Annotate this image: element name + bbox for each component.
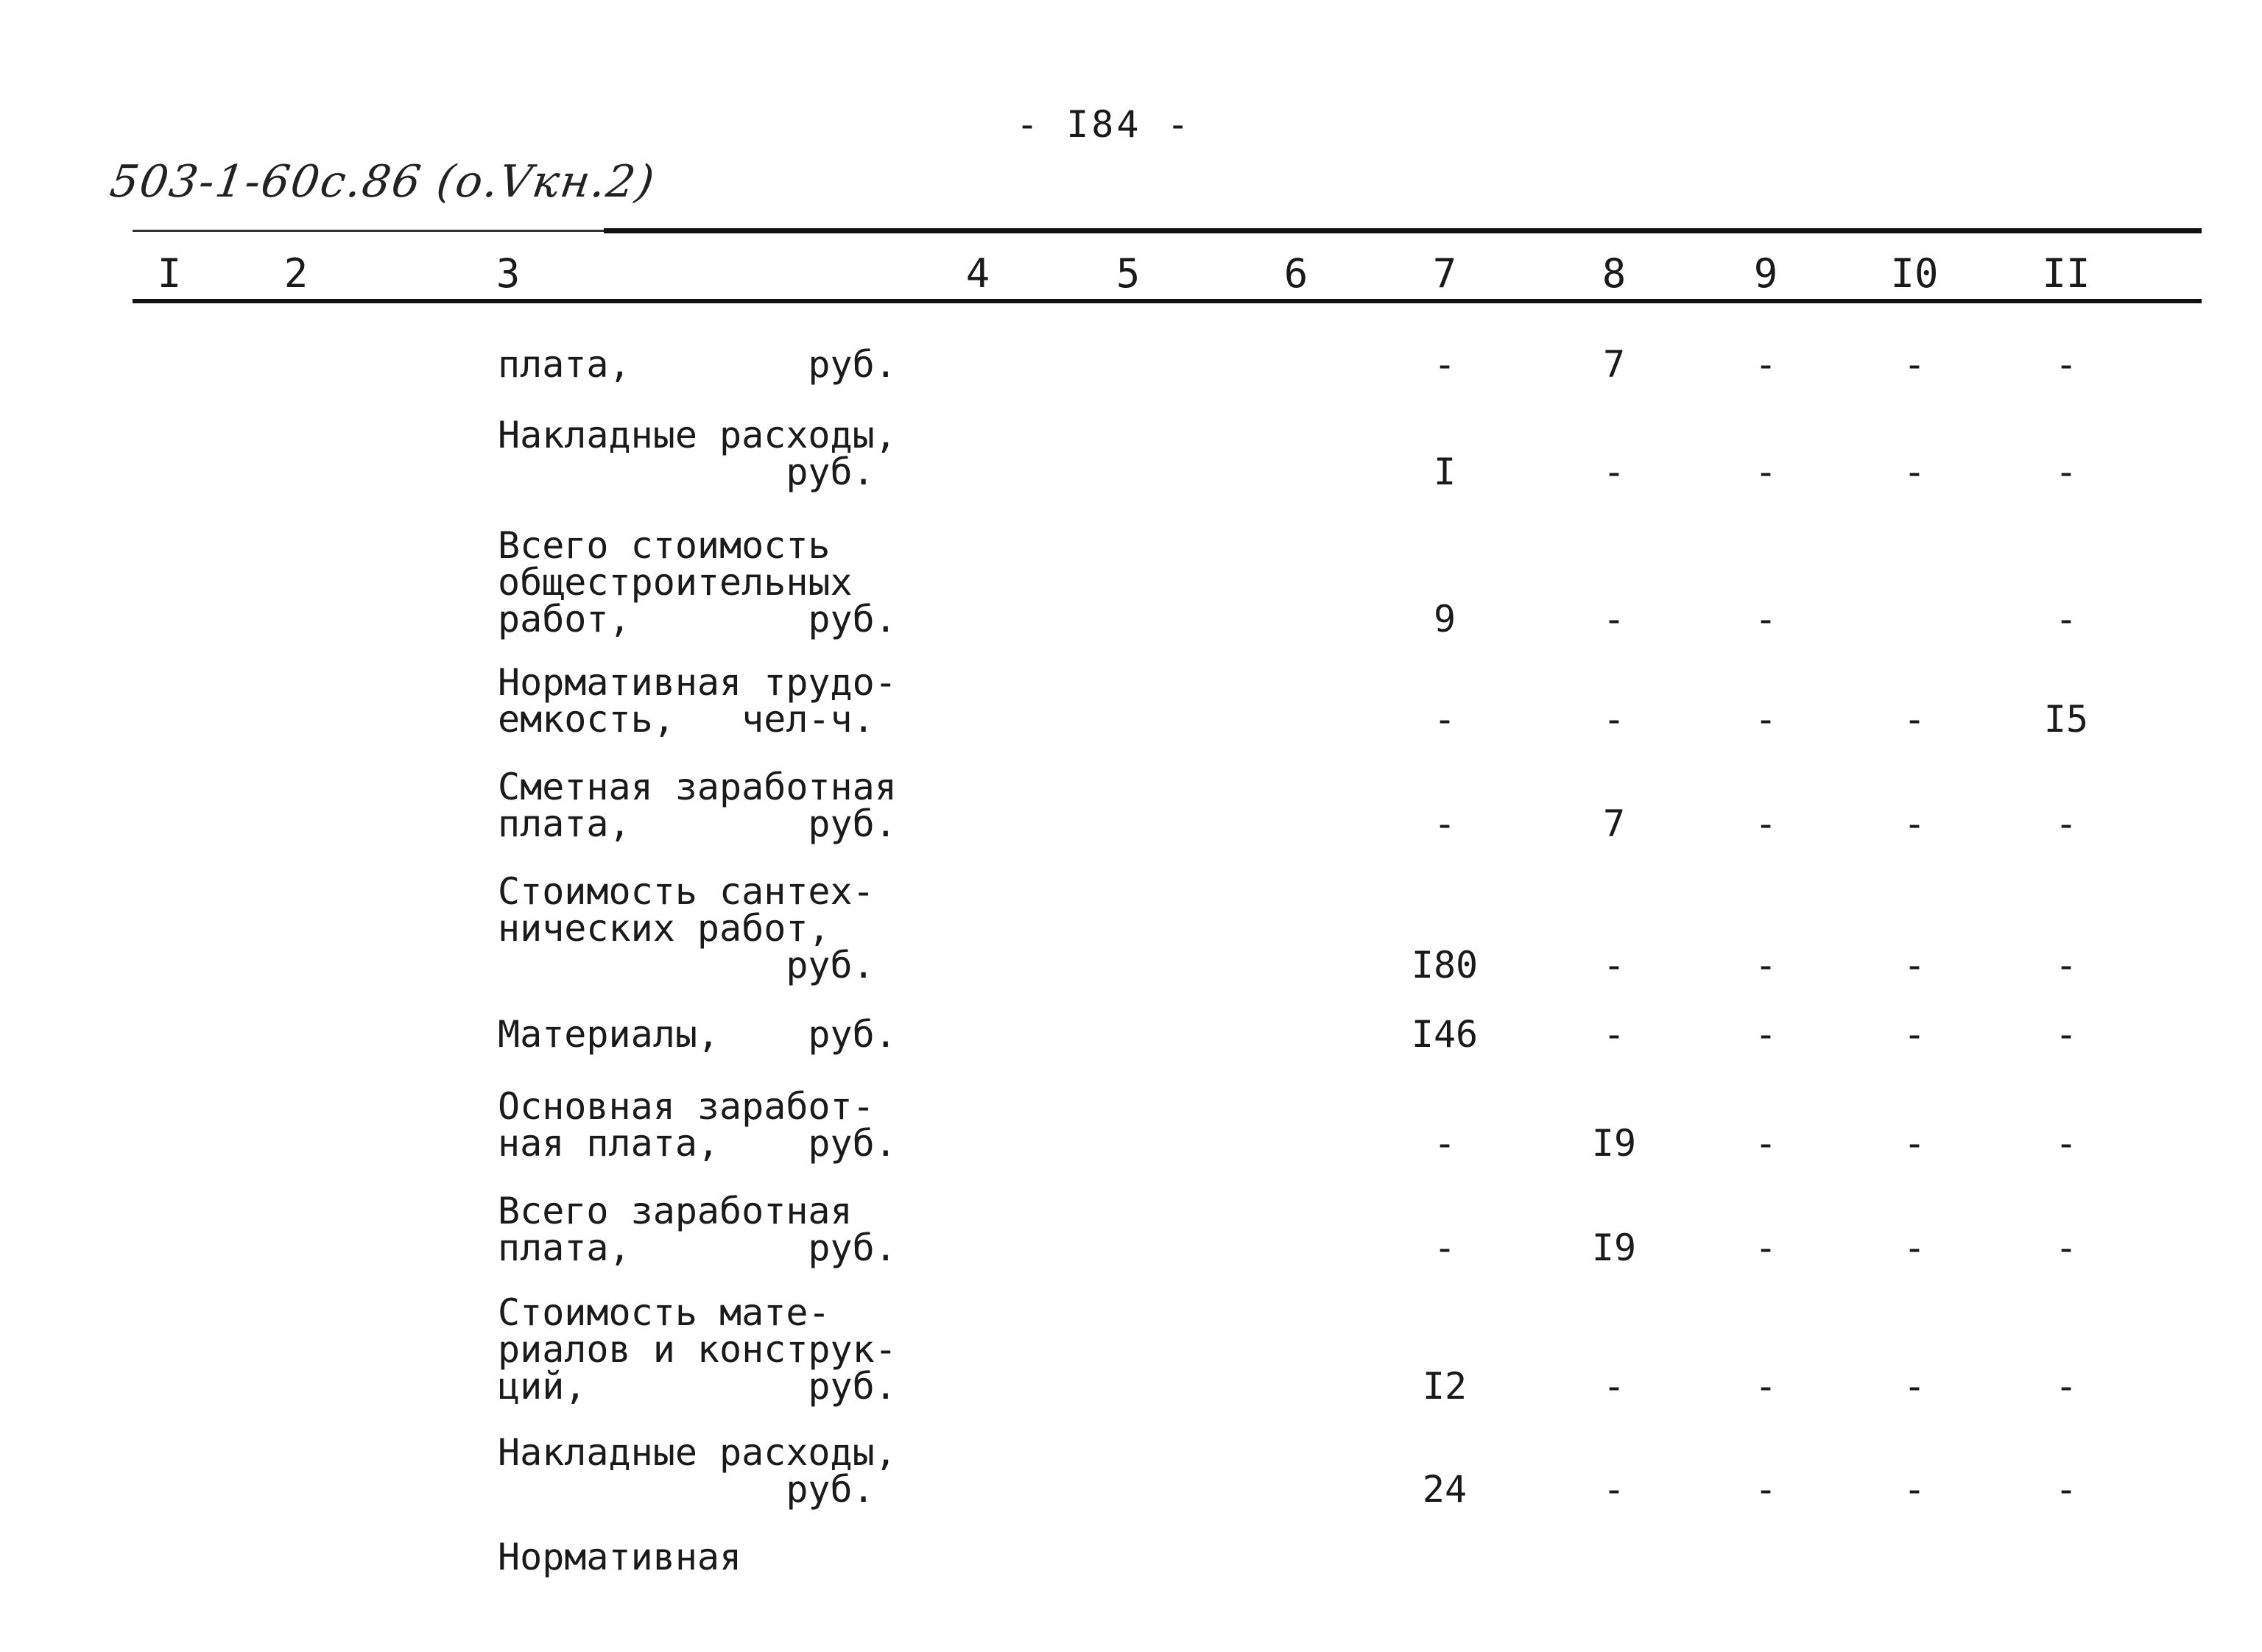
- table-cell-col10: -: [1903, 802, 1926, 845]
- table-cell-col11: -: [2054, 451, 2078, 493]
- row-label: Стоимость мате- риалов и конструк- ций, руб.: [498, 1291, 897, 1408]
- column-header-4: 4: [965, 250, 990, 297]
- table-cell-col10: -: [1903, 1468, 1926, 1511]
- column-header-7: 7: [1432, 250, 1457, 297]
- table-top-rule: [604, 228, 2202, 233]
- table-cell-col8: -: [1602, 1468, 1626, 1511]
- row-label: Стоимость сантех- нических работ, руб.: [498, 870, 875, 986]
- table-cell-col8: -: [1602, 1365, 1626, 1408]
- row-label: Сметная заработная плата, руб.: [498, 766, 897, 845]
- column-header-2: 2: [283, 250, 309, 297]
- table-cell-col10: -: [1903, 1013, 1926, 1056]
- table-cell-col9: -: [1754, 802, 1777, 845]
- table-cell-col9: -: [1754, 944, 1777, 986]
- table-cell-col10: -: [1903, 343, 1926, 386]
- table-cell-col8: I9: [1591, 1122, 1637, 1165]
- handwritten-document-code: 503-1-60с.86 (о.Vкн.2): [107, 156, 659, 208]
- table-cell-col8: I9: [1591, 1226, 1637, 1269]
- row-label: Основная заработ- ная плата, руб.: [498, 1085, 897, 1165]
- table-cell-col9: -: [1754, 1468, 1777, 1511]
- table-cell-col11: -: [2054, 1013, 2078, 1056]
- row-label: плата, руб.: [498, 343, 897, 386]
- table-cell-col9: -: [1754, 698, 1777, 741]
- table-cell-col7: I2: [1422, 1365, 1468, 1408]
- row-label: Нормативная: [498, 1536, 742, 1578]
- table-cell-col8: -: [1602, 451, 1626, 493]
- row-label: Материалы, руб.: [498, 1013, 897, 1056]
- table-cell-col11: -: [2054, 1226, 2078, 1269]
- table-cell-col11: -: [2054, 944, 2078, 986]
- table-cell-col11: -: [2054, 1122, 2078, 1165]
- table-cell-col10: -: [1903, 1122, 1926, 1165]
- table-cell-col9: -: [1754, 1013, 1777, 1056]
- table-cell-col8: 7: [1602, 343, 1626, 386]
- table-cell-col11: -: [2054, 1468, 2078, 1511]
- row-label: Накладные расходы, руб.: [498, 414, 897, 493]
- table-cell-col10: -: [1903, 1226, 1926, 1269]
- table-cell-col9: -: [1754, 598, 1777, 640]
- table-cell-col7: I: [1433, 451, 1456, 493]
- table-cell-col10: -: [1903, 1365, 1926, 1408]
- table-cell-col9: -: [1754, 1226, 1777, 1269]
- table-cell-col7: I80: [1411, 944, 1479, 986]
- table-cell-col7: I46: [1411, 1013, 1479, 1056]
- table-cell-col7: -: [1433, 1226, 1456, 1269]
- column-header-6: 6: [1283, 250, 1308, 297]
- table-cell-col8: 7: [1602, 802, 1626, 845]
- table-cell-col9: -: [1754, 343, 1777, 386]
- table-cell-col9: -: [1754, 1365, 1777, 1408]
- column-header-11: II: [2042, 250, 2090, 297]
- column-header-1: I: [157, 250, 182, 297]
- column-header-5: 5: [1116, 250, 1141, 297]
- table-cell-col7: -: [1433, 802, 1456, 845]
- row-label: Нормативная трудо- емкость, чел-ч.: [498, 661, 897, 741]
- table-cell-col7: -: [1433, 698, 1456, 741]
- table-header-bottom-rule: [133, 299, 2202, 303]
- table-cell-col9: -: [1754, 1122, 1777, 1165]
- table-cell-col10: -: [1903, 698, 1926, 741]
- column-header-8: 8: [1602, 250, 1627, 297]
- page-number: - I84 -: [1016, 103, 1192, 146]
- column-header-9: 9: [1753, 250, 1778, 297]
- column-header-10: I0: [1890, 250, 1939, 297]
- row-label: Всего заработная плата, руб.: [498, 1190, 897, 1269]
- table-cell-col11: -: [2054, 343, 2078, 386]
- row-label: Всего стоимость общестроительных работ, руб.: [498, 524, 897, 640]
- row-label: Накладные расходы, руб.: [498, 1431, 897, 1511]
- column-header-3: 3: [496, 250, 521, 297]
- table-cell-col9: -: [1754, 451, 1777, 493]
- table-cell-col10: -: [1903, 944, 1926, 986]
- table-cell-col11: -: [2054, 1365, 2078, 1408]
- table-top-rule-left: [133, 230, 604, 232]
- table-cell-col8: -: [1602, 944, 1626, 986]
- table-cell-col7: 9: [1433, 598, 1456, 640]
- table-cell-col7: 24: [1422, 1468, 1468, 1511]
- table-cell-col11: -: [2054, 598, 2078, 640]
- table-cell-col10: -: [1903, 451, 1926, 493]
- table-cell-col11: I5: [2043, 698, 2089, 741]
- table-cell-col8: -: [1602, 698, 1626, 741]
- table-cell-col7: -: [1433, 1122, 1456, 1165]
- table-cell-col8: -: [1602, 1013, 1626, 1056]
- table-cell-col7: -: [1433, 343, 1456, 386]
- table-cell-col8: -: [1602, 598, 1626, 640]
- table-cell-col11: -: [2054, 802, 2078, 845]
